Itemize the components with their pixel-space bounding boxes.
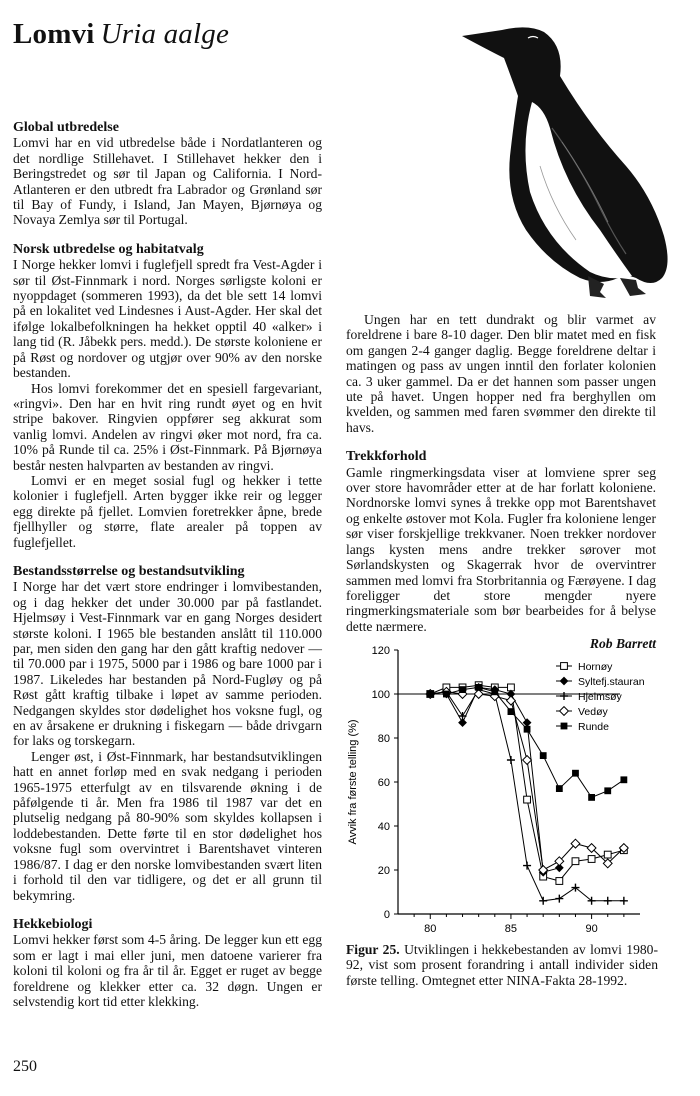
data-point xyxy=(572,770,579,777)
paragraph: Gamle ringmerkingsdata viser at lomviene sprer seg over store havområder etter at de har forlatt koloniene. Nordnorske lomvi synes å trekke opp mot Barentshavet og enkelte østover mot Kola. Fugler fra koloniene lenger sør viser forskjellige trekkvaner. Noen trekker nordover langs kysten mens andre trekker sørover mot Sørlandskysten og Skagerrak hvor de overvintrer sammen med lomvi fra Storbritannia og Færøyene. I dag foreligger det store mengder nyere ringmerkingsmateriale som bør bearbeides for å belyse dette nærmere. xyxy=(346,464,656,634)
page-title xyxy=(13,18,229,51)
data-point xyxy=(523,756,532,765)
section-global xyxy=(13,120,322,228)
legend-label: Hjelmsøy xyxy=(578,691,622,703)
caption-label: Figur 25. xyxy=(346,942,400,957)
series-line xyxy=(430,687,624,797)
data-point xyxy=(507,696,516,705)
legend-label: Runde xyxy=(578,721,609,733)
series-line xyxy=(430,687,559,872)
x-tick-label: 80 xyxy=(424,923,437,935)
y-tick-label: 40 xyxy=(377,821,390,833)
section-hekkebiologi-continued xyxy=(346,312,656,435)
right-column xyxy=(346,312,656,652)
data-point xyxy=(620,776,627,783)
section-bestand xyxy=(13,564,322,903)
data-point xyxy=(556,878,563,885)
caption-text: Utviklingen i hekkebestanden av lomvi 1980-92, vist som prosent forandring i antall individer siden første telling. Omtegnet etter NINA-Fakta 28-1992. xyxy=(346,942,658,988)
y-tick-label: 120 xyxy=(371,645,390,657)
author: Rob Barrett xyxy=(589,636,656,652)
section-heading: Norsk utbredelse og habitatvalg xyxy=(13,241,204,257)
x-tick-label: 85 xyxy=(504,923,518,935)
section-hekkebiologi xyxy=(13,917,322,1009)
paragraph: I Norge har det vært store endringer i lomvibestanden, og i dag hekker det under 30.000 par på fastlandet. Hjelmsøy i Vest-Finnmark var en gang Norges desidert største koloni. I 1965 ble bestanden anslått til 110.000 par, men siden den gang har den gått kraftig nedover — til 70.000 par i 1975, 5000 par i 1986 og bare 1000 par i 1987. Likeledes har bestanden på Nord-Fugløy og på Røst gått kraftig tilbake i løpet av samme perioden. Nedgangen skyldes stor dødelighet hos voksne fugl, og en av årsakene er drukning i fiskegarn — både drivgarn for laks og torskegarn. xyxy=(13,579,322,749)
data-point xyxy=(475,684,482,691)
legend-marker xyxy=(560,707,569,716)
page-number: 250 xyxy=(13,1058,37,1075)
paragraph: Ungen har en tett dundrakt og blir varmet av foreldrene i bare 8-10 dager. Den blir matet med en fisk om gangen 2-4 ganger daglig. Begge foreldrene deltar i matingen og pass av ungen inntil den forlater kolonien ca. 3 uker gammel. Da er det hannen som passer ungen ute på havet. Ungen hopper ned fra berghyllen om kvelden, og sammen med faren svømmer den direkte til havs. xyxy=(346,312,656,435)
paragraph: Lomvi er en meget sosial fugl og hekker i tette kolonier i fuglefjell. Arten bygger ikke reir og legger egg direkte på fjellet. Lomvien foretrekker åpne, brede fjellhyller og større, flate arealer på toppen av fuglefjellet. xyxy=(13,472,322,550)
data-point xyxy=(572,858,579,865)
section-heading: Bestandsstørrelse og bestandsutvikling xyxy=(13,563,245,579)
legend-marker xyxy=(561,723,568,730)
figure-caption xyxy=(346,942,658,988)
section-trekk xyxy=(346,449,656,651)
population-chart xyxy=(340,636,670,938)
paragraph: I Norge hekker lomvi i fuglefjell spredt fra Vest-Agder i sør til Øst-Finnmark i nord. Norges sørligste koloni er nyoppdaget (sommeren 1993), da det ble sett 14 lomvi på en lokalitet ved Lindesnes i Aust-Agder. Her skal det ifølge lokalbefolkningen ha hekket opptil 40 «alker» i lang tid (R. Jåbekk pers. medd.). De største koloniene er på Røst og nordover og utgjør over 90% av den norske bestanden. xyxy=(13,257,322,381)
legend-label: Hornøy xyxy=(578,661,613,673)
y-axis-label: Avvik fra første telling (%) xyxy=(347,719,359,845)
data-point xyxy=(540,752,547,759)
title-latin: Uria aalge xyxy=(100,18,230,50)
data-point xyxy=(556,785,563,792)
data-point xyxy=(539,897,547,905)
data-point xyxy=(588,856,595,863)
y-tick-label: 60 xyxy=(377,777,390,789)
y-tick-label: 20 xyxy=(377,865,390,877)
paragraph: Lomvi hekker først som 4-5 åring. De legger kun ett egg som er lagt i mai eller juni, men datoene varierer fra koloni til koloni og fra år til år. Egget er ruget av begge foreldrene og klekker etter ca. 32 døgn. Ungen er selvstendig kort tid etter klekking. xyxy=(13,932,322,1009)
data-point xyxy=(604,787,611,794)
section-heading: Global utbredelse xyxy=(13,120,119,135)
y-tick-label: 0 xyxy=(383,909,390,921)
section-norsk xyxy=(13,242,322,550)
data-point xyxy=(459,712,467,720)
paragraph: Lomvi har en vid utbredelse både i Nordatlanteren og det nordlige Stillehavet. I Stillehavet hekker den i Beringstredet og sør til Japan og California. I Nord-Atlanteren er den utbredt fra Labrador og Grønland sør til Bay of Fundy, i Island, Jan Mayen, Bjørnøya og Novaya Zemlya sør til Portugal. xyxy=(13,135,322,228)
data-point xyxy=(459,686,466,693)
section-heading: Trekkforhold xyxy=(346,449,427,465)
guillemot-illustration xyxy=(440,16,680,306)
data-point xyxy=(555,895,563,903)
y-tick-label: 100 xyxy=(371,689,390,701)
data-point xyxy=(588,794,595,801)
paragraph: Lenger øst, i Øst-Finnmark, har bestandsutviklingen hatt en annet forløp med en svak nedgang i perioden 1965-1975 etterfulgt av en tilsvarende økning i de påfølgende ti år. Men fra 1986 til 1987 var det en plutselig nedgang på 80-90% som skyldes kollapsen i loddebestanden. Dette førte til en stor dødelighet hos voksne fugl som overvintret i Barentshavet vinteren 1986/87. I dag er den norske lomvibestanden svært liten i forhold til den var tidligere, og det er all grunn til bekymring. xyxy=(13,748,322,903)
paragraph: Hos lomvi forekommer det en spesiell fargevariant, «ringvi». Den har en hvit ring rundt øyet og en hvit stripe bakover. Ringvien oppfører seg akkurat som vanlig lomvi. Andelen av ringvi øker mot nord, fra ca. 10% på Runde til ca. 25% i Øst-Finnmark. På Bjørnøya består nesten halvparten av bestanden av ringvi. xyxy=(13,380,322,473)
data-point xyxy=(507,756,515,764)
legend-label: Syltefj.stauran xyxy=(578,676,645,688)
data-point xyxy=(427,691,434,698)
data-point xyxy=(524,796,531,803)
y-tick-label: 80 xyxy=(377,733,390,745)
data-point xyxy=(604,897,612,905)
data-point xyxy=(523,862,531,870)
legend-label: Vedøy xyxy=(578,706,608,718)
data-point xyxy=(443,691,450,698)
section-heading: Hekkebiologi xyxy=(13,916,93,932)
x-tick-label: 90 xyxy=(585,923,598,935)
data-point xyxy=(620,897,628,905)
left-column xyxy=(13,120,322,1009)
data-point xyxy=(524,726,531,733)
legend-marker xyxy=(560,692,568,700)
legend-marker xyxy=(560,677,569,686)
title-norwegian: Lomvi xyxy=(13,18,95,50)
legend-marker xyxy=(561,663,568,670)
data-point xyxy=(508,708,515,715)
data-point xyxy=(491,688,498,695)
data-point xyxy=(604,851,611,858)
